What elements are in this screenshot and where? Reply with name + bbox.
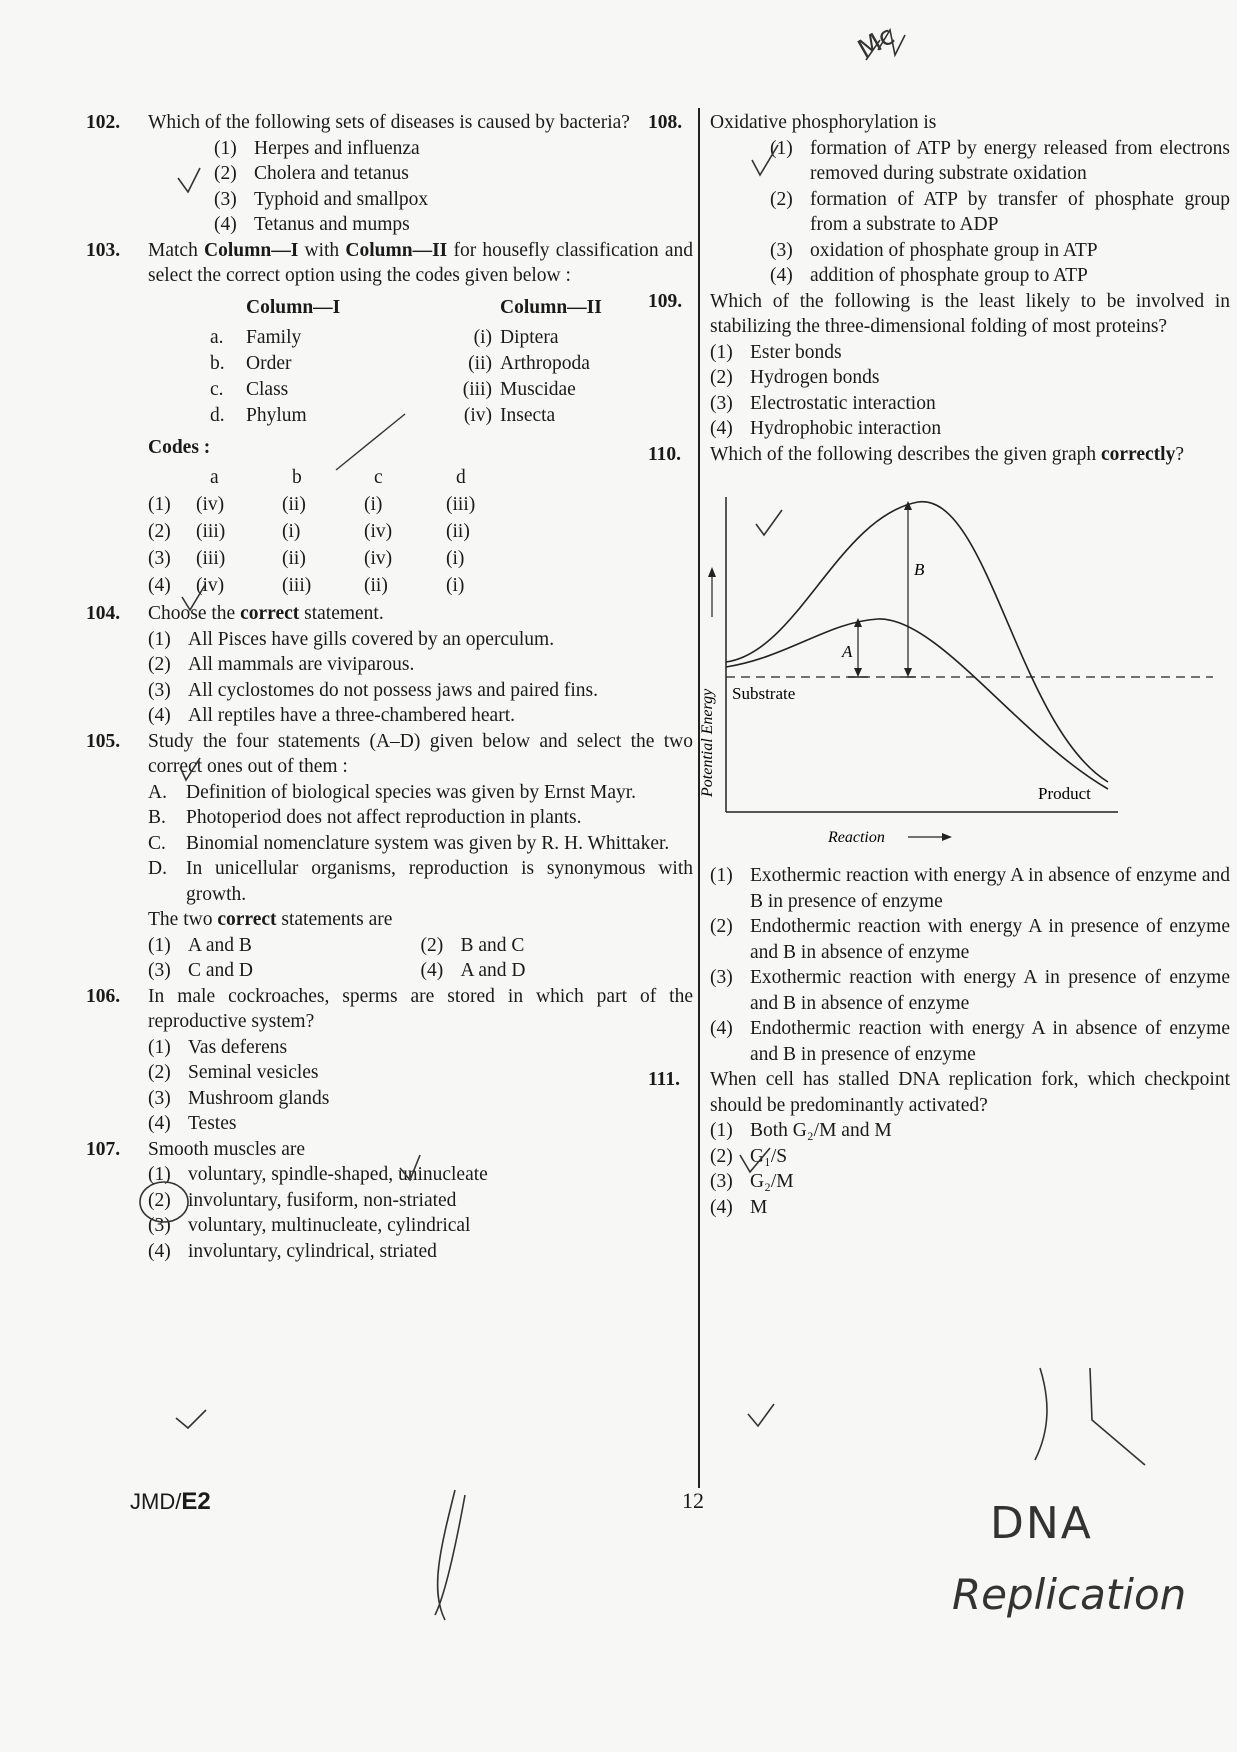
table-row: a. Family (i) Diptera — [210, 326, 559, 348]
label-substrate: Substrate — [732, 684, 796, 703]
question-stem: Match Column—I with Column—II for housefly classification and select the correct option using the codes given below : — [148, 239, 693, 286]
option[interactable]: (1) All Pisces have gills covered by an operculum. — [148, 628, 555, 650]
question-stem: Smooth muscles are — [148, 1138, 306, 1160]
option[interactable]: (3) Mushroom glands — [148, 1087, 330, 1109]
energy-graph-svg — [688, 477, 1218, 857]
x-axis-label: Reaction — [828, 829, 885, 846]
left-column — [86, 110, 693, 1264]
option[interactable]: (1) A and B — [148, 934, 252, 956]
option[interactable]: (3) Typhoid and smallpox — [214, 188, 429, 210]
code-option[interactable]: (4) (iv) (iii) (ii) (i) — [148, 575, 465, 596]
question-stem: Which of the following describes the given graph correctly? — [710, 443, 1184, 465]
option[interactable]: (1) Herpes and influenza — [214, 137, 420, 159]
column-2-header: Column—II — [500, 296, 602, 318]
option[interactable]: (2) Cholera and tetanus — [214, 163, 409, 184]
question-stem: In male cockroaches, sperms are stored in which part of the reproductive system? — [148, 985, 693, 1032]
option[interactable]: (1) formation of ATP by energy released from electrons removed during substrate oxidation — [770, 137, 1230, 184]
code-option[interactable]: (3) (iii) (ii) (iv) (i) — [148, 548, 465, 569]
curve-with-enzyme — [726, 619, 1108, 789]
option[interactable]: (3) C and D — [148, 960, 253, 981]
option[interactable]: (3) G₂/M — [710, 1171, 794, 1192]
option[interactable]: (3) oxidation of phosphate group in ATP — [770, 239, 1098, 261]
right-column — [648, 110, 1230, 1220]
question-107 — [86, 1137, 693, 1265]
question-stem: Choose the correct statement. — [148, 603, 384, 624]
option[interactable]: (3) All cyclostomes do not possess jaws and paired fins. — [148, 679, 598, 701]
question-number: 108. — [648, 112, 683, 133]
question-110 — [648, 442, 1230, 1068]
option[interactable]: (1) Both G₂/M and M — [710, 1120, 892, 1141]
column-1-header: Column—I — [246, 296, 341, 318]
question-stem: When cell has stalled DNA replication fork, which checkpoint should be predominantly activated? — [710, 1069, 1230, 1116]
question-stem: Study the four statements (A–D) given below and select the two correct ones out of them : — [148, 730, 693, 777]
question-108 — [648, 110, 1230, 289]
statement: B. Photoperiod does not affect reproduction in plants. — [148, 807, 582, 828]
option[interactable]: (3) Exothermic reaction with energy A in presence of enzyme and B in absence of enzyme — [710, 967, 1230, 1014]
question-number: 110. — [648, 443, 682, 465]
label-b: B — [914, 560, 925, 579]
question-106 — [86, 984, 693, 1137]
code-option[interactable]: (1) (iv) (ii) (i) (iii) — [148, 494, 476, 515]
option[interactable]: (4) Testes — [148, 1113, 237, 1134]
option[interactable]: (4) involuntary, cylindrical, striated — [148, 1240, 437, 1262]
option[interactable]: (1) Ester bonds — [710, 341, 842, 363]
option[interactable]: (4) Hydrophobic interaction — [710, 418, 942, 439]
question-102 — [86, 110, 693, 238]
option[interactable]: (4) Tetanus and mumps — [214, 214, 410, 235]
statement-lead: The two correct statements are — [148, 909, 393, 930]
question-103 — [86, 238, 693, 600]
question-number: 107. — [86, 1138, 121, 1160]
statement: A. Definition of biological species was given by Ernst Mayr. — [148, 781, 637, 803]
codes-label: Codes : — [148, 436, 211, 458]
y-axis-label: Potential Energy — [699, 688, 716, 797]
option[interactable]: (3) Electrostatic interaction — [710, 392, 936, 414]
question-number: 103. — [86, 239, 121, 261]
option[interactable]: (3) voluntary, multinucleate, cylindrical — [148, 1215, 471, 1236]
label-a: A — [842, 642, 853, 661]
option[interactable]: (4) Endothermic reaction with energy A in absence of enzyme and B in presence of enzyme — [710, 1018, 1230, 1065]
question-stem: Oxidative phosphorylation is — [710, 112, 937, 133]
question-111 — [648, 1067, 1230, 1220]
handwritten-top-note: Mc — [852, 20, 900, 66]
question-number: 102. — [86, 112, 121, 133]
label-product: Product — [1038, 784, 1091, 803]
table-row: b. Order (ii) Arthropoda — [210, 352, 590, 374]
option[interactable]: (4) All reptiles have a three-chambered heart. — [148, 705, 515, 726]
option[interactable]: (4) M — [710, 1196, 768, 1218]
option[interactable]: (2) Seminal vesicles — [148, 1062, 319, 1083]
question-number: 111. — [648, 1069, 680, 1090]
question-number: 106. — [86, 985, 121, 1007]
energy-graph — [688, 477, 1218, 857]
code-option[interactable]: (2) (iii) (i) (iv) (ii) — [148, 521, 470, 542]
option[interactable]: (4) addition of phosphate group to ATP — [770, 265, 1088, 286]
match-table — [210, 295, 602, 429]
statement: C. Binomial nomenclature system was given by R. H. Whittaker. — [148, 832, 670, 854]
option[interactable]: (2) G₁/S — [710, 1145, 788, 1167]
question-stem: Which of the following is the least likely to be involved in stabilizing the three-dimensional folding of most proteins? — [710, 290, 1230, 337]
table-row: d. Phylum (iv) Insecta — [210, 404, 556, 426]
question-number: 109. — [648, 290, 683, 312]
option[interactable]: (2) involuntary, fusiform, non-striated — [148, 1189, 457, 1211]
option[interactable]: (2) Hydrogen bonds — [710, 367, 880, 388]
option[interactable]: (1) Vas deferens — [148, 1036, 288, 1058]
codes-table: a b c d (1) (iv) (ii) (i) (iii) (2) (iii) (i) (iv) (ii) (3) (iii) (ii) (iv) (i) (4) (iv) (iii) (ii) (i) — [148, 464, 528, 599]
question-number: 104. — [86, 603, 121, 624]
option[interactable]: (2) B and C — [420, 934, 525, 956]
option[interactable]: (4) A and D — [420, 960, 526, 981]
handwritten-note-replication: Replication — [952, 1570, 1187, 1619]
curve-without-enzyme — [726, 502, 1108, 782]
question-109 — [648, 289, 1230, 442]
handwritten-note-dna: DNA — [990, 1498, 1093, 1549]
option[interactable]: (1) voluntary, spindle-shaped, uninucleate — [148, 1164, 488, 1185]
option[interactable]: (1) Exothermic reaction with energy A in absence of enzyme and B in presence of enzyme — [710, 865, 1230, 912]
question-stem: Which of the following sets of diseases is caused by bacteria? — [148, 112, 630, 133]
table-row: c. Class (iii) Muscidae — [210, 378, 576, 400]
option[interactable]: (2) Endothermic reaction with energy A in presence of enzyme and B in absence of enzyme — [710, 916, 1230, 963]
statement: D. In unicellular organisms, reproduction is synonymous with growth. — [148, 858, 693, 905]
page-number: 12 — [682, 1488, 704, 1513]
paper-code: JMD/E2 — [130, 1488, 211, 1515]
question-105 — [86, 729, 693, 984]
question-104 — [86, 601, 693, 729]
option[interactable]: (2) formation of ATP by transfer of phosphate group from a substrate to ADP — [770, 188, 1230, 235]
option[interactable]: (2) All mammals are viviparous. — [148, 654, 415, 675]
question-number: 105. — [86, 730, 121, 752]
